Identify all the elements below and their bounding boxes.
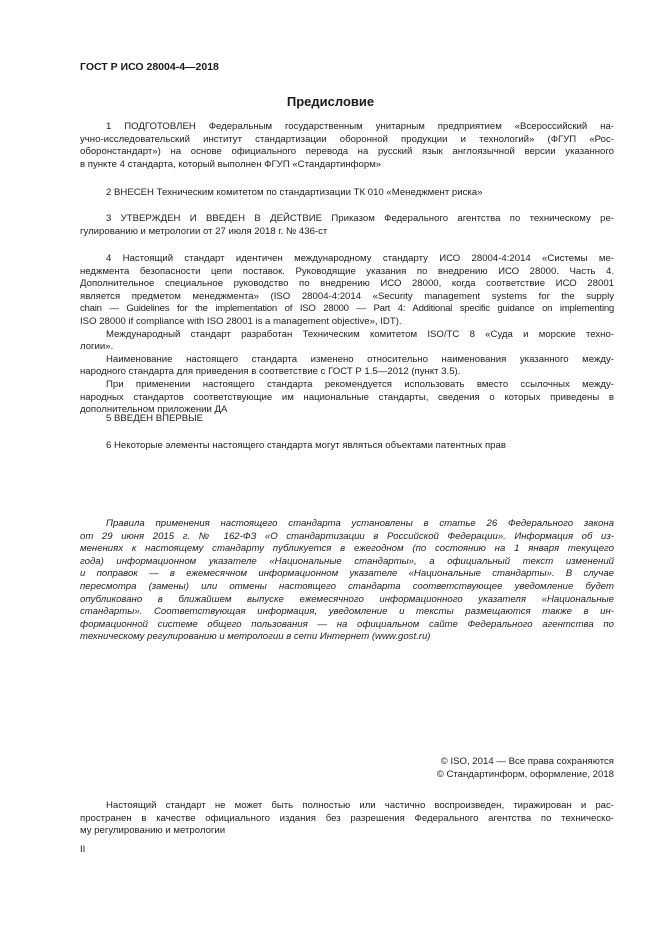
text-line: пересмотра (замены) или отмены настоящего стандарта соответствующее уведомление будет: [80, 580, 614, 592]
text-line: Правила применения настоящего стандарта установлены в статье 26 Федерального закона: [106, 518, 614, 529]
foreword-item-3: [80, 213, 614, 238]
text-line: оборонстандарт») на основе официального перевода на русский язык англоязычной версии указанного: [80, 146, 614, 158]
text-line: стандарты». Соответствующая информация, уведомление и тексты размещаются также в ин-: [80, 606, 614, 618]
rules-note: [80, 518, 614, 644]
standard-code-header: ГОСТ Р ИСО 28004-4—2018: [80, 61, 219, 73]
text-line: техническому регулированию и метрологии в сети Интернет (www.gost.ru): [80, 631, 431, 643]
copyright-standartinform: © Стандартинформ, оформление, 2018: [436, 769, 614, 780]
text-line: 3 УТВЕРЖДЕН И ВВЕДЕН В ДЕЙСТВИЕ Приказом Федерального агентства по техническому ре-: [106, 213, 614, 224]
text-line: Настоящий стандарт не может быть полностью или частично воспроизведен, тиражирован и рас-: [106, 800, 614, 811]
page-title: Предисловие: [286, 94, 375, 109]
text-line: Дополнительное специальное руководство по внедрению ИСО 28000, когда соответствие ИСО 28001: [80, 278, 614, 290]
text-line: является предметом менеджмента» (ISO 28004-4:2014 «Security management systems for the supply: [80, 290, 614, 302]
text-line: При применении настоящего стандарта рекомендуется использовать вместо ссылочных между-: [106, 378, 614, 390]
text-line: логии».: [80, 341, 114, 353]
text-line: 4 Настоящий стандарт идентичен международному стандарту ИСО 28004-4:2014 «Системы ме-: [106, 253, 614, 264]
text-line: опубликовано в ближайшем выпуске ежемесячного информационного указателя «Национальные: [80, 593, 614, 605]
text-line: года) информационном указателе «Национальные стандарты», а официальный текст изменений: [80, 555, 614, 567]
reproduction-notice: [80, 800, 614, 838]
text-line: неджмента безопасности цепи поставок. Руководящие указания по внедрению ИСО 28000. Часть 4.: [80, 265, 614, 277]
text-line: формационной системе общего пользования — на официальном сайте Федерального агентства по: [80, 618, 614, 630]
text-line: 2 ВНЕСЕН Техническим комитетом по стандартизации ТК 010 «Менеджмент риска»: [106, 187, 483, 198]
text-line: и поправок — в ежемесячном информационном указателе «Национальные стандарты». В случае: [80, 568, 614, 580]
page-number: II: [80, 844, 86, 855]
copyright-iso: © ISO, 2014 — Все права сохраняются: [440, 756, 614, 767]
foreword-item-6: [80, 440, 614, 453]
text-line: му регулированию и метрологии: [80, 825, 226, 837]
text-line: учно-исследовательский институт стандартизации оборонной продукции и технологий» (ФГУП «Рос-: [80, 133, 614, 145]
text-line: 1 ПОДГОТОВЛЕН Федеральным государственным унитарным предприятием «Всероссийский на-: [106, 121, 614, 132]
text-line: народных стандартов соответствующие им национальные стандарты, сведения о которых приведены в: [80, 391, 614, 403]
copyright-block: [340, 755, 614, 781]
text-line: от 29 июня 2015 г. № 162-ФЗ «О стандартизации в Российской Федерации». Информация об из-: [80, 530, 614, 542]
foreword-item-4: [80, 253, 614, 417]
text-line: дополнительном приложении ДА: [80, 404, 228, 416]
text-line: пространен в качестве официального издания без разрешения Федерального агентства по техническо-: [80, 812, 614, 824]
foreword-item-2: [80, 187, 614, 200]
text-line: менениях к настоящему стандарту публикуется в ежегодном (по состоянию на 1 января текущего: [80, 543, 614, 555]
text-line: 5 ВВЕДЕН ВПЕРВЫЕ: [106, 413, 204, 424]
foreword-item-1: [80, 121, 614, 171]
text-line: Наименование настоящего стандарта изменено относительно наименования указанного между-: [106, 353, 614, 365]
text-line: ISO 28000 if compliance with ISO 28001 is a management objective», IDT).: [80, 315, 402, 327]
text-line: chain — Guidelines for the implementation of ISO 28000 — Part 4: Additional specific guidance on implementing: [80, 303, 614, 315]
text-line: 6 Некоторые элементы настоящего стандарта могут являться объектами патентных прав: [106, 440, 506, 451]
text-line: в пункте 4 стандарта, который выполнен ФГУП «Стандартинформ»: [80, 158, 382, 170]
text-line: Международный стандарт разработан Техническим комитетом ISO/TC 8 «Суда и морские техно-: [106, 328, 614, 340]
text-line: гулированию и метрологии от 27 июля 2018 г. № 436-ст: [80, 225, 328, 237]
foreword-item-5: [80, 413, 614, 426]
text-line: народного стандарта для приведения в соответствие с ГОСТ Р 1.5—2012 (пункт 3.5).: [80, 366, 461, 378]
